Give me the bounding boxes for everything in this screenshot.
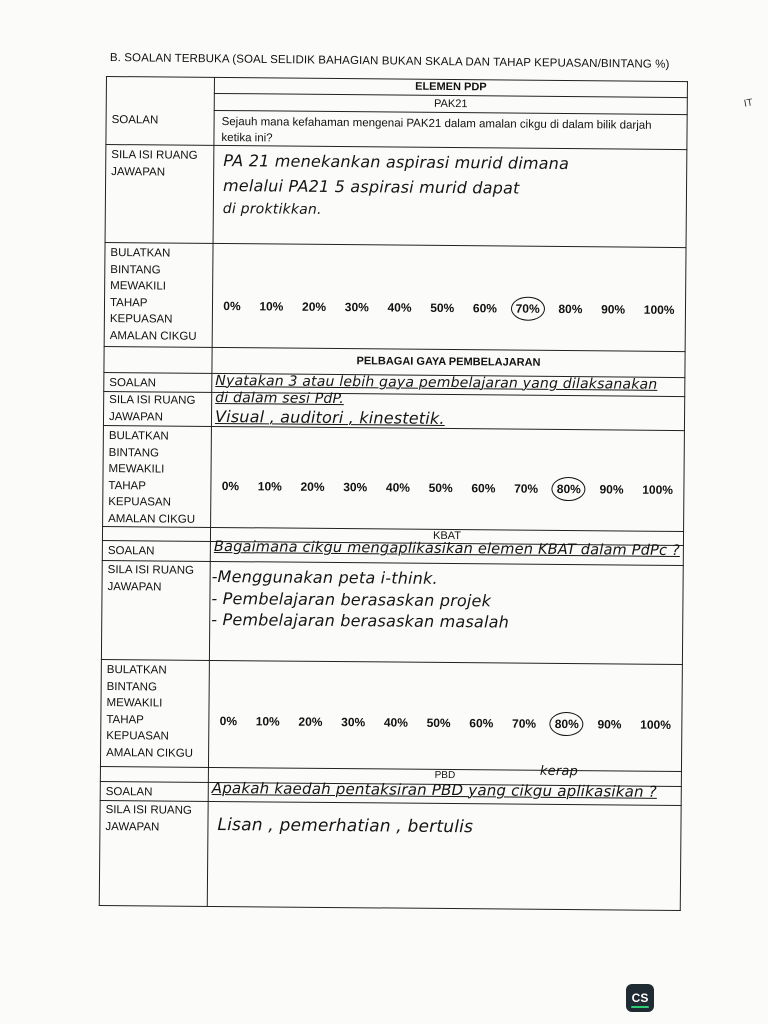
scale-option: 90% [597,717,622,732]
percentage-scale [214,299,684,317]
handwritten-answer: - Pembelajaran berasaskan masalah [211,609,510,632]
handwritten-question: Apakah kaedah pentaksiran PBD yang cikgu aplikasikan ? [211,778,657,801]
questionnaire-table [99,76,688,911]
scale-option: 40% [387,300,412,315]
scale-option: 50% [426,715,451,731]
soalan-label: SOALAN [111,114,159,127]
scale-option: 10% [257,479,282,494]
section-title: KBAT [432,529,462,543]
rating-label: BULATKAN BINTANG MEWAKILI TAHAP KEPUASAN AMALAN CIKGU [108,430,196,526]
handwritten-question: di dalam sesi PdP. [215,389,344,408]
jawapan-label: SILA ISI RUANG JAWAPAN [108,394,196,424]
soalan-label: SOALAN [107,545,155,558]
scale-option: 100% [643,302,675,317]
scale-option: 100% [640,717,671,732]
handwritten-answer: Lisan , pemerhatian , bertulis [217,815,474,838]
handwritten-answer: di proktikkan. [222,201,322,218]
side-mark: IT [743,97,754,110]
scale-option: 20% [298,714,323,729]
scale-option: 0% [223,299,241,314]
section-heading: B. SOALAN TERBUKA (SOAL SELIDIK BAHAGIAN BUKAN SKALA DAN TAHAP KEPUASAN/BINTANG %) [109,52,670,71]
rating-label: BULATKAN BINTANG MEWAKILI TAHAP KEPUASAN AMALAN CIKGU [106,664,194,760]
handwritten-answer: PA 21 menekankan aspirasi murid dimana [223,151,570,174]
scale-option-circled: 80% [554,716,579,732]
scale-option: 0% [219,714,238,729]
scale-option: 50% [430,300,455,316]
scale-option: 100% [642,482,674,497]
percentage-scale [212,479,682,497]
soalan-label: SOALAN [105,786,153,799]
jawapan-label: SILA ISI RUANG JAWAPAN [105,804,192,833]
scale-option: 60% [469,716,494,731]
scale-option: 50% [428,480,453,496]
handwritten-insert: kerap [539,763,579,780]
scale-option: 60% [471,481,496,496]
jawapan-label: SILA ISI RUANG JAWAPAN [107,564,195,594]
jawapan-label: SILA ISI RUANG JAWAPAN [111,149,198,179]
scale-option: 10% [255,714,280,729]
rating-label: BULATKAN BINTANG MEWAKILI TAHAP KEPUASAN AMALAN CIKGU [109,247,197,343]
pak21-header: PAK21 [433,97,468,111]
scale-option: 90% [599,482,624,497]
scale-option: 20% [302,299,327,314]
element-header: ELEMEN PDP [415,80,487,94]
handwritten-answer: melalui PA21 5 aspirasi murid dapat [222,176,520,198]
soalan-label: SOALAN [109,377,157,390]
scale-option: 30% [344,300,369,315]
scale-option: 30% [341,715,366,730]
scale-option: 70% [514,481,539,496]
handwritten-question: Nyatakan 3 atau lebih gaya pembelajaran yang dilaksanakan [215,372,658,393]
handwritten-answer: Visual , auditori , kinestetik. [214,406,445,428]
section-title: PELBAGAI GAYA PEMBELAJARAN [356,355,541,369]
question-text: Sejauh mana kefahaman mengenai PAK21 dalam amalan cikgu di dalam bilik darjah ketika ini? [221,116,652,145]
scale-option: 60% [472,301,498,316]
camscanner-logo: CS [626,984,654,1012]
percentage-scale [210,714,680,732]
scale-option: 30% [343,480,368,495]
scale-option-circled: 80% [556,481,581,497]
handwritten-answer: -Menggunakan peta i-think. [211,566,438,588]
scale-option: 0% [221,479,240,494]
scale-option: 90% [601,302,626,317]
scale-option: 70% [511,716,537,731]
scale-option: 40% [385,480,411,495]
scale-option-circled: 70% [515,301,540,316]
scale-option: 40% [383,715,408,730]
section-title: PBD [434,769,456,782]
scale-option: 80% [558,301,583,317]
handwritten-answer: - Pembelajaran berasaskan projek [211,588,492,611]
scale-option: 10% [259,299,284,314]
handwritten-question: Bagaimana cikgu mengaplikasikan elemen KBAT dalam PdPc ? [213,538,680,560]
scale-option: 20% [300,479,325,494]
